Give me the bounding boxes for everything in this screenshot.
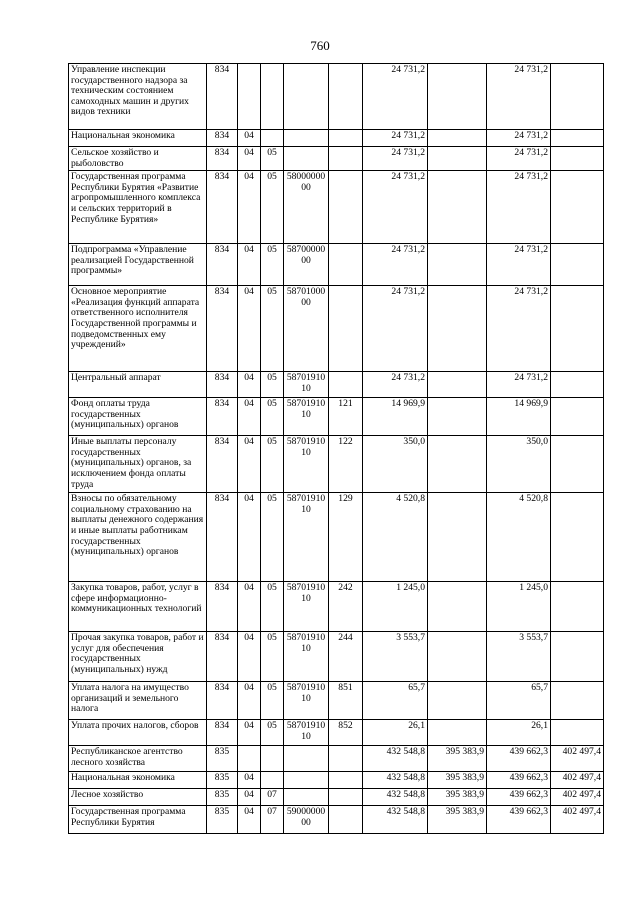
cell-s2 <box>428 493 487 582</box>
cell-name: Государственная программа Республики Бурятия «Развитие агропромышленного комплекса и сельских территорий в Республике Бурятия» <box>69 171 207 244</box>
cell-csr: 5900000000 <box>284 806 329 834</box>
cell-vr <box>329 147 363 171</box>
cell-vr <box>329 806 363 834</box>
cell-s4 <box>551 171 604 244</box>
cell-s3: 439 662,3 <box>487 772 551 789</box>
cell-rz: 04 <box>238 130 261 147</box>
table-row <box>69 746 604 772</box>
cell-s1: 65,7 <box>363 682 428 720</box>
cell-s3: 65,7 <box>487 682 551 720</box>
cell-rz: 04 <box>238 286 261 372</box>
table-row <box>69 147 604 171</box>
cell-pr: 05 <box>261 398 284 436</box>
cell-rz <box>238 746 261 772</box>
cell-s3: 439 662,3 <box>487 746 551 772</box>
cell-vr: 851 <box>329 682 363 720</box>
cell-s1: 3 553,7 <box>363 632 428 682</box>
cell-name: Иные выплаты персоналу государственных (муниципальных) органов, за исключением фонда оплаты труда <box>69 436 207 493</box>
cell-vr: 852 <box>329 720 363 746</box>
cell-name: Фонд оплаты труда государственных (муниципальных) органов <box>69 398 207 436</box>
cell-ved: 834 <box>207 720 238 746</box>
cell-pr: 05 <box>261 493 284 582</box>
cell-pr: 05 <box>261 372 284 398</box>
cell-ved: 835 <box>207 772 238 789</box>
cell-s3: 439 662,3 <box>487 806 551 834</box>
cell-csr: 5870000000 <box>284 244 329 286</box>
cell-ved: 834 <box>207 436 238 493</box>
cell-pr: 07 <box>261 806 284 834</box>
cell-name: Государственная программа Республики Бурятия <box>69 806 207 834</box>
cell-s2: 395 383,9 <box>428 806 487 834</box>
cell-pr: 05 <box>261 286 284 372</box>
cell-vr <box>329 171 363 244</box>
cell-name: Уплата налога на имущество организаций и земельного налога <box>69 682 207 720</box>
cell-s2 <box>428 398 487 436</box>
cell-pr: 05 <box>261 682 284 720</box>
cell-s4: 402 497,4 <box>551 772 604 789</box>
cell-csr: 5870191010 <box>284 582 329 632</box>
cell-pr: 05 <box>261 244 284 286</box>
cell-s2: 395 383,9 <box>428 789 487 806</box>
cell-name: Прочая закупка товаров, работ и услуг для обеспечения государственных (муниципальных) нужд <box>69 632 207 682</box>
cell-s2 <box>428 286 487 372</box>
cell-s1: 1 245,0 <box>363 582 428 632</box>
cell-s4 <box>551 632 604 682</box>
table-row <box>69 720 604 746</box>
cell-ved: 835 <box>207 789 238 806</box>
cell-s4: 402 497,4 <box>551 806 604 834</box>
cell-s1: 24 731,2 <box>363 171 428 244</box>
cell-s1: 24 731,2 <box>363 286 428 372</box>
cell-s3: 350,0 <box>487 436 551 493</box>
cell-rz: 04 <box>238 436 261 493</box>
cell-s2 <box>428 720 487 746</box>
cell-s3: 24 731,2 <box>487 244 551 286</box>
table-row <box>69 772 604 789</box>
cell-ved: 834 <box>207 493 238 582</box>
cell-s3: 26,1 <box>487 720 551 746</box>
cell-ved: 834 <box>207 244 238 286</box>
cell-rz: 04 <box>238 789 261 806</box>
cell-vr <box>329 64 363 130</box>
cell-s1: 432 548,8 <box>363 746 428 772</box>
cell-rz: 04 <box>238 806 261 834</box>
table-row <box>69 806 604 834</box>
cell-pr: 05 <box>261 436 284 493</box>
cell-name: Республиканское агентство лесного хозяйства <box>69 746 207 772</box>
cell-vr <box>329 789 363 806</box>
table-row <box>69 372 604 398</box>
table-row <box>69 493 604 582</box>
cell-ved: 834 <box>207 632 238 682</box>
cell-ved: 834 <box>207 286 238 372</box>
cell-s4 <box>551 398 604 436</box>
cell-s4 <box>551 147 604 171</box>
cell-name: Лесное хозяйство <box>69 789 207 806</box>
cell-s4 <box>551 286 604 372</box>
cell-rz: 04 <box>238 720 261 746</box>
cell-ved: 834 <box>207 147 238 171</box>
cell-name: Уплата прочих налогов, сборов <box>69 720 207 746</box>
cell-s4 <box>551 720 604 746</box>
cell-s3: 14 969,9 <box>487 398 551 436</box>
table-row <box>69 130 604 147</box>
cell-rz: 04 <box>238 682 261 720</box>
cell-rz: 04 <box>238 244 261 286</box>
cell-s3: 24 731,2 <box>487 130 551 147</box>
cell-rz: 04 <box>238 632 261 682</box>
cell-pr <box>261 130 284 147</box>
cell-csr: 5870191010 <box>284 720 329 746</box>
table-row <box>69 398 604 436</box>
table-row <box>69 632 604 682</box>
cell-s3: 24 731,2 <box>487 286 551 372</box>
cell-rz: 04 <box>238 772 261 789</box>
cell-ved: 835 <box>207 746 238 772</box>
cell-csr <box>284 64 329 130</box>
cell-rz: 04 <box>238 372 261 398</box>
cell-s1: 24 731,2 <box>363 372 428 398</box>
cell-ved: 834 <box>207 171 238 244</box>
cell-vr: 122 <box>329 436 363 493</box>
cell-s4 <box>551 372 604 398</box>
cell-vr <box>329 372 363 398</box>
table-row <box>69 244 604 286</box>
table-row <box>69 64 604 130</box>
cell-s4 <box>551 493 604 582</box>
cell-s4: 402 497,4 <box>551 746 604 772</box>
cell-pr: 05 <box>261 632 284 682</box>
cell-ved: 834 <box>207 398 238 436</box>
cell-s2 <box>428 147 487 171</box>
cell-s3: 439 662,3 <box>487 789 551 806</box>
cell-s2 <box>428 130 487 147</box>
cell-vr <box>329 244 363 286</box>
cell-pr <box>261 772 284 789</box>
cell-s2 <box>428 244 487 286</box>
cell-s4 <box>551 582 604 632</box>
cell-s3: 24 731,2 <box>487 147 551 171</box>
cell-s1: 350,0 <box>363 436 428 493</box>
cell-name: Подпрограмма «Управление реализацией Государственной программы» <box>69 244 207 286</box>
cell-vr <box>329 130 363 147</box>
cell-csr: 5870191010 <box>284 398 329 436</box>
cell-rz: 04 <box>238 398 261 436</box>
cell-pr: 05 <box>261 147 284 171</box>
cell-pr: 05 <box>261 171 284 244</box>
cell-csr <box>284 746 329 772</box>
cell-s4 <box>551 244 604 286</box>
cell-s4: 402 497,4 <box>551 789 604 806</box>
cell-s3: 24 731,2 <box>487 171 551 244</box>
cell-vr: 244 <box>329 632 363 682</box>
cell-s2: 395 383,9 <box>428 772 487 789</box>
cell-s2 <box>428 632 487 682</box>
cell-vr: 242 <box>329 582 363 632</box>
cell-s4 <box>551 64 604 130</box>
cell-ved: 834 <box>207 130 238 147</box>
cell-csr: 5870191010 <box>284 682 329 720</box>
table-row <box>69 436 604 493</box>
cell-csr <box>284 147 329 171</box>
cell-vr <box>329 746 363 772</box>
cell-s3: 4 520,8 <box>487 493 551 582</box>
cell-ved: 834 <box>207 64 238 130</box>
cell-pr <box>261 746 284 772</box>
cell-csr: 5870191010 <box>284 632 329 682</box>
cell-name: Взносы по обязательному социальному страхованию на выплаты денежного содержания и иные выплаты работникам государственных (муниципальных) органов <box>69 493 207 582</box>
cell-csr <box>284 772 329 789</box>
page-number: 760 <box>310 38 330 53</box>
cell-s1: 4 520,8 <box>363 493 428 582</box>
budget-table <box>68 63 604 834</box>
cell-s1: 24 731,2 <box>363 64 428 130</box>
cell-s1: 24 731,2 <box>363 147 428 171</box>
cell-s4 <box>551 682 604 720</box>
cell-s3: 24 731,2 <box>487 372 551 398</box>
cell-rz <box>238 64 261 130</box>
cell-rz: 04 <box>238 582 261 632</box>
cell-rz: 04 <box>238 493 261 582</box>
cell-csr <box>284 789 329 806</box>
cell-name: Основное мероприятие «Реализация функций аппарата ответственного исполнителя Государственной программы и подведомственных ему учреждений» <box>69 286 207 372</box>
cell-name: Национальная экономика <box>69 130 207 147</box>
cell-csr: 5870100000 <box>284 286 329 372</box>
cell-ved: 834 <box>207 372 238 398</box>
cell-pr <box>261 64 284 130</box>
cell-s2 <box>428 372 487 398</box>
cell-vr <box>329 772 363 789</box>
cell-s1: 432 548,8 <box>363 772 428 789</box>
cell-rz: 04 <box>238 171 261 244</box>
cell-s2: 395 383,9 <box>428 746 487 772</box>
cell-s4 <box>551 436 604 493</box>
cell-name: Управление инспекции государственного надзора за техническим состоянием самоходных машин и других видов техники <box>69 64 207 130</box>
cell-s2 <box>428 171 487 244</box>
cell-s1: 432 548,8 <box>363 806 428 834</box>
table-row <box>69 789 604 806</box>
cell-vr: 121 <box>329 398 363 436</box>
cell-s1: 14 969,9 <box>363 398 428 436</box>
cell-s2 <box>428 582 487 632</box>
budget-table-body <box>69 64 604 834</box>
cell-s1: 24 731,2 <box>363 244 428 286</box>
cell-name: Сельское хозяйство и рыболовство <box>69 147 207 171</box>
table-row <box>69 582 604 632</box>
cell-s3: 3 553,7 <box>487 632 551 682</box>
cell-s3: 24 731,2 <box>487 64 551 130</box>
cell-pr: 05 <box>261 582 284 632</box>
cell-rz: 04 <box>238 147 261 171</box>
cell-s1: 24 731,2 <box>363 130 428 147</box>
cell-pr: 05 <box>261 720 284 746</box>
cell-name: Закупка товаров, работ, услуг в сфере информационно-коммуникационных технологий <box>69 582 207 632</box>
table-row <box>69 682 604 720</box>
cell-s1: 432 548,8 <box>363 789 428 806</box>
cell-pr: 07 <box>261 789 284 806</box>
cell-csr <box>284 130 329 147</box>
cell-name: Национальная экономика <box>69 772 207 789</box>
cell-csr: 5870191010 <box>284 372 329 398</box>
cell-csr: 5870191010 <box>284 436 329 493</box>
cell-csr: 5870191010 <box>284 493 329 582</box>
cell-vr: 129 <box>329 493 363 582</box>
cell-s2 <box>428 436 487 493</box>
cell-vr <box>329 286 363 372</box>
table-row <box>69 286 604 372</box>
cell-s4 <box>551 130 604 147</box>
cell-ved: 834 <box>207 682 238 720</box>
cell-s2 <box>428 682 487 720</box>
cell-name: Центральный аппарат <box>69 372 207 398</box>
cell-csr: 5800000000 <box>284 171 329 244</box>
cell-ved: 834 <box>207 582 238 632</box>
cell-ved: 835 <box>207 806 238 834</box>
cell-s3: 1 245,0 <box>487 582 551 632</box>
cell-s1: 26,1 <box>363 720 428 746</box>
table-row <box>69 171 604 244</box>
cell-s2 <box>428 64 487 130</box>
